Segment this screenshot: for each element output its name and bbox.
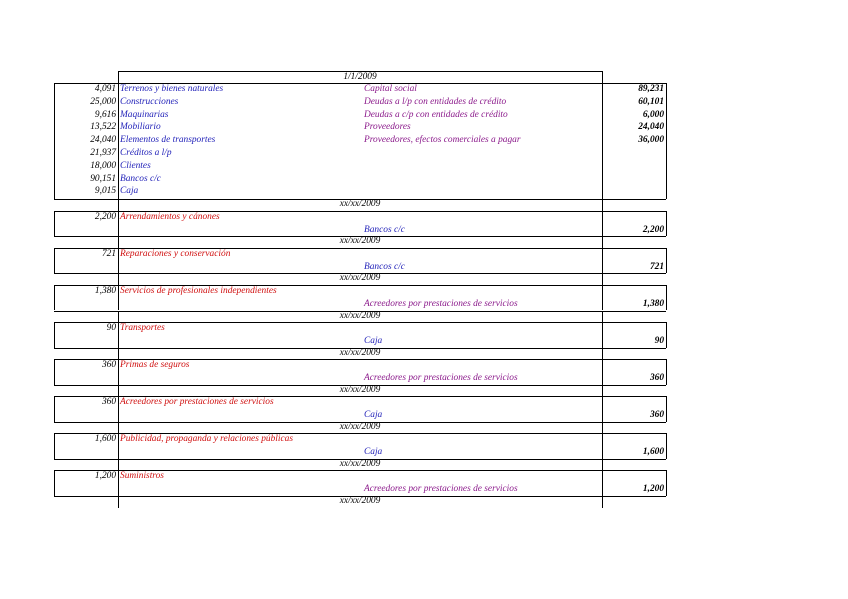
entry-date-left-border (118, 199, 119, 211)
opening-credit-account: Capital social (364, 84, 417, 94)
entry-mid-border (118, 285, 119, 311)
entry-inner-border (602, 470, 603, 496)
entry-date-left-border (118, 422, 119, 434)
entry-date: xx/xx/2009 (339, 384, 381, 395)
entry-right-border (666, 211, 667, 237)
entry-credit-amount: 2,200 (642, 224, 664, 235)
entry-debit-account: Reparaciones y conservación (120, 248, 231, 259)
opening-left-border (54, 83, 55, 199)
entry-right-border (666, 470, 667, 496)
entry-inner-border (602, 359, 603, 385)
entry-inner-border (602, 285, 603, 311)
entry-inner-border (602, 396, 603, 422)
entry-right-border (666, 396, 667, 422)
entry-debit-amount: 1,600 (94, 434, 116, 445)
entry-date-left-border (118, 311, 119, 323)
entry-debit-amount: 360 (101, 360, 116, 371)
entry-debit-account: Acreedores por prestaciones de servicios (120, 397, 274, 408)
entry-debit-account: Transportes (120, 323, 165, 333)
opening-mid-border (118, 71, 119, 199)
entry-date-right-border (602, 273, 603, 285)
entry-credit-amount: 360 (649, 372, 664, 383)
opening-debit-amount: 24,040 (90, 135, 116, 146)
entry-date: xx/xx/2009 (339, 236, 381, 247)
entry-mid-border (118, 359, 119, 385)
opening-date: 1/1/2009 (343, 72, 377, 82)
entry-right-border (666, 433, 667, 459)
opening-credit-amount: 89,231 (638, 84, 664, 94)
opening-credit-amount: 24,040 (638, 122, 664, 133)
entry-debit-account: Servicios de profesionales independientes (120, 285, 277, 296)
opening-debit-amount: 18,000 (90, 160, 116, 171)
opening-debit-account: Construcciones (120, 96, 179, 107)
entry-left-border (54, 211, 55, 237)
entry-date-left-border (118, 273, 119, 285)
opening-debit-amount: 13,522 (90, 122, 116, 133)
entry-debit-amount: 721 (101, 248, 116, 259)
entry-date: xx/xx/2009 (339, 310, 381, 321)
opening-credit-account: Deudas a l/p con entidades de crédito (364, 96, 507, 107)
entry-debit-account: Suministros (120, 471, 164, 482)
entry-date-right-border (602, 236, 603, 248)
opening-credit-amount: 6,000 (642, 109, 664, 120)
entry-credit-amount: 1,200 (642, 484, 664, 495)
entry-mid-border (118, 396, 119, 422)
entry-credit-amount: 1,380 (642, 298, 664, 309)
opening-credit-account: Proveedores (364, 122, 411, 133)
opening-right-border (666, 83, 667, 199)
entry-mid-border (118, 433, 119, 459)
entry-mid-border (118, 322, 119, 348)
entry-inner-border (602, 248, 603, 274)
entry-left-border (54, 433, 55, 459)
entry-left-border (54, 470, 55, 496)
entry-credit-amount: 90 (654, 335, 664, 346)
entry-date-right-border (602, 199, 603, 211)
final-left-border (118, 496, 119, 508)
entry-inner-border (602, 211, 603, 237)
opening-debit-account: Elementos de transportes (120, 135, 216, 146)
entry-date: xx/xx/2009 (339, 273, 381, 284)
entry-left-border (54, 322, 55, 348)
entry-right-border (666, 248, 667, 274)
opening-inner-border (602, 71, 603, 199)
entry-debit-amount: 1,380 (94, 285, 116, 296)
entry-left-border (54, 285, 55, 311)
opening-credit-account: Proveedores, efectos comerciales a pagar (364, 135, 521, 146)
entry-credit-account: Bancos c/c (364, 261, 405, 272)
entry-inner-border (602, 322, 603, 348)
opening-debit-amount: 25,000 (90, 96, 116, 107)
entry-credit-account: Caja (364, 410, 383, 420)
opening-debit-amount: 4,091 (94, 84, 116, 94)
entry-mid-border (118, 470, 119, 496)
entry-right-border (666, 359, 667, 385)
entry-debit-amount: 1,200 (94, 471, 116, 482)
opening-credit-amount: 36,000 (638, 135, 664, 146)
entry-left-border (54, 359, 55, 385)
opening-debit-amount: 21,937 (90, 148, 116, 158)
entry-date-left-border (118, 236, 119, 248)
final-right-border (602, 496, 603, 508)
entry-credit-account: Acreedores por prestaciones de servicios (364, 484, 518, 495)
entry-credit-amount: 721 (649, 261, 664, 272)
entry-date-left-border (118, 348, 119, 360)
entry-debit-account: Arrendamientos y cánones (120, 211, 220, 222)
entry-date: xx/xx/2009 (339, 347, 381, 358)
entry-date-right-border (602, 311, 603, 323)
opening-debit-account: Bancos c/c (120, 173, 161, 184)
entry-debit-account: Primas de seguros (120, 360, 190, 371)
entry-date-right-border (602, 422, 603, 434)
entry-date: xx/xx/2009 (339, 421, 381, 432)
entry-date-right-border (602, 348, 603, 360)
entry-debit-amount: 90 (106, 323, 116, 333)
entry-credit-account: Acreedores por prestaciones de servicios (364, 372, 518, 383)
final-date: xx/xx/2009 (339, 496, 381, 506)
entry-date-right-border (602, 385, 603, 397)
opening-debit-account: Maquinarias (120, 109, 169, 120)
entry-date-left-border (118, 459, 119, 471)
entry-credit-amount: 1,600 (642, 447, 664, 458)
entry-inner-border (602, 433, 603, 459)
entry-date: xx/xx/2009 (339, 458, 381, 469)
entry-left-border (54, 248, 55, 274)
entry-credit-account: Bancos c/c (364, 224, 405, 235)
entry-debit-account: Publicidad, propaganda y relaciones públicas (120, 434, 293, 445)
opening-debit-amount: 9,616 (94, 109, 116, 120)
entry-credit-account: Caja (364, 335, 383, 346)
entry-date-right-border (602, 459, 603, 471)
entry-right-border (666, 285, 667, 311)
entry-debit-amount: 2,200 (94, 211, 116, 222)
opening-debit-account: Clientes (120, 160, 151, 171)
entry-date: xx/xx/2009 (339, 199, 381, 210)
entry-credit-amount: 360 (649, 410, 664, 420)
opening-debit-account: Caja (120, 186, 139, 197)
opening-debit-account: Créditos a l/p (120, 148, 172, 158)
opening-credit-amount: 60,101 (638, 96, 664, 107)
entry-left-border (54, 396, 55, 422)
entry-mid-border (118, 211, 119, 237)
opening-debit-amount: 90,151 (90, 173, 116, 184)
opening-debit-account: Mobiliario (120, 122, 161, 133)
entry-date-left-border (118, 385, 119, 397)
opening-debit-amount: 9,015 (94, 186, 116, 197)
entry-debit-amount: 360 (101, 397, 116, 408)
entry-mid-border (118, 248, 119, 274)
entry-right-border (666, 322, 667, 348)
opening-debit-account: Terrenos y bienes naturales (120, 84, 224, 94)
entry-credit-account: Caja (364, 447, 383, 458)
entry-credit-account: Acreedores por prestaciones de servicios (364, 298, 518, 309)
opening-credit-account: Deudas a c/p con entidades de crédito (364, 109, 508, 120)
